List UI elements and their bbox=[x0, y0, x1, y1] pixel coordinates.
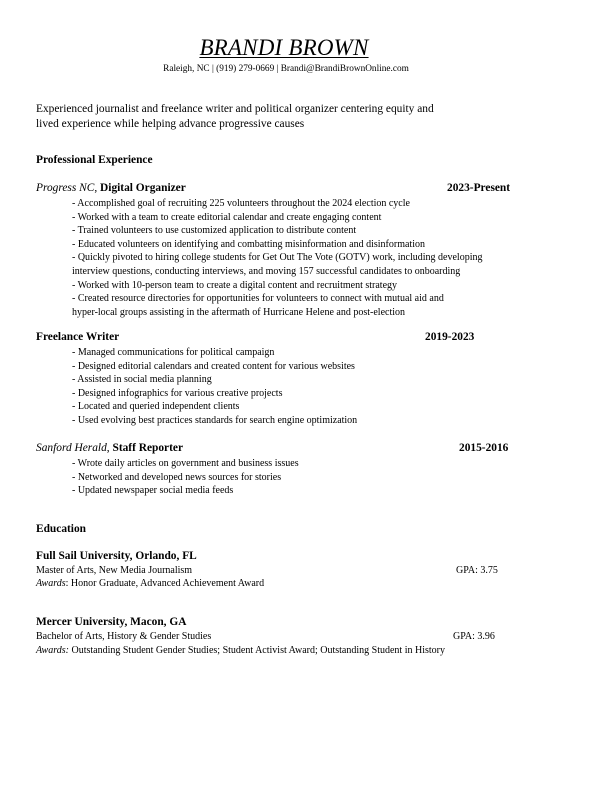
bullet-item: - Quickly pivoted to hiring college students for Get Out The Vote (GOTV) work, including developing bbox=[72, 252, 483, 264]
edu-gpa: GPA: 3.75 bbox=[456, 565, 498, 576]
bullet-item: - Updated newspaper social media feeds bbox=[72, 485, 234, 497]
edu-degree: Bachelor of Arts, History & Gender Studies bbox=[36, 631, 212, 642]
job-title bbox=[36, 331, 119, 343]
bullet-item: - Worked with a team to create editorial calendar and create engaging content bbox=[72, 211, 382, 223]
bullet-item: - Worked with 10-person team to create a digital content and recruitment strategy bbox=[72, 279, 398, 291]
bullet-item: - Located and queried independent clients bbox=[72, 401, 240, 413]
bullet-item: - Assisted in social media planning bbox=[72, 374, 212, 386]
job-role: Freelance Writer bbox=[36, 331, 120, 343]
edu-school: Full Sail University, Orlando, FL bbox=[36, 550, 197, 562]
awards-label: Awards: bbox=[36, 645, 69, 656]
awards-text: Outstanding Student Gender Studies; Student Activist Award; Outstanding Student in History bbox=[68, 645, 445, 656]
job-bullets bbox=[72, 457, 299, 498]
bullet-item: - Managed communications for political campaign bbox=[72, 347, 275, 358]
job-role: Digital Organizer bbox=[100, 182, 186, 194]
job-sep: , bbox=[94, 182, 101, 194]
job-bullets bbox=[72, 197, 482, 319]
bullet-item: - Used evolving best practices standards for search engine optimization bbox=[72, 414, 358, 426]
resume-name: BRANDI BROWN bbox=[199, 35, 369, 60]
bullet-item: interview questions, conducting interviews, and moving 157 successful candidates to onboarding bbox=[72, 265, 461, 277]
job-sep: , bbox=[106, 442, 113, 454]
contact-info: Raleigh, NC | (919) 279-0669 | Brandi@BrandiBrownOnline.com bbox=[163, 64, 409, 74]
bullet-item: - Designed infographics for various creative projects bbox=[72, 387, 283, 399]
bullet-item: - Trained volunteers to use customized application to distribute content bbox=[72, 225, 357, 237]
bullet-item: - Created resource directories for opportunities for volunteers to connect with mutual aid and bbox=[72, 293, 444, 305]
bullet-item: - Designed editorial calendars and created content for various websites bbox=[72, 360, 355, 372]
job-bullets bbox=[72, 346, 357, 428]
section-heading-education: Education bbox=[36, 523, 87, 535]
summary bbox=[36, 102, 434, 132]
bullet-item: - Educated volunteers on identifying and combatting misinformation and disinformation bbox=[72, 238, 425, 250]
job-org: Sanford Herald bbox=[36, 442, 107, 454]
edu-school: Mercer University, Macon, GA bbox=[36, 616, 187, 628]
edu-degree: Master of Arts, New Media Journalism bbox=[36, 565, 193, 576]
job-org: Progress NC bbox=[36, 182, 95, 194]
awards-text: : Honor Graduate, Advanced Achievement Award bbox=[65, 578, 265, 589]
bullet-item: - Accomplished goal of recruiting 225 volunteers throughout the 2024 election cycle bbox=[72, 198, 410, 209]
job-dates: 2015-2016 bbox=[459, 442, 509, 454]
awards-label: Awards bbox=[36, 578, 66, 589]
job-title bbox=[36, 442, 183, 454]
summary-line: lived experience while helping advance progressive causes bbox=[36, 118, 305, 130]
bullet-item: - Networked and developed news sources for stories bbox=[72, 471, 282, 483]
job-dates: 2019-2023 bbox=[425, 331, 475, 343]
edu-gpa: GPA: 3.96 bbox=[453, 631, 495, 642]
job-dates: 2023-Present bbox=[447, 182, 511, 194]
summary-line: Experienced journalist and freelance writer and political organizer centering equity and bbox=[36, 103, 434, 115]
section-heading-experience: Professional Experience bbox=[36, 154, 153, 166]
bullet-item: - Wrote daily articles on government and business issues bbox=[72, 458, 299, 469]
bullet-item: hyper-local groups assisting in the aftermath of Hurricane Helene and post-election bbox=[72, 306, 406, 318]
job-title bbox=[36, 182, 186, 194]
edu-awards bbox=[36, 645, 445, 656]
edu-awards bbox=[36, 578, 264, 589]
job-role: Staff Reporter bbox=[112, 442, 184, 454]
